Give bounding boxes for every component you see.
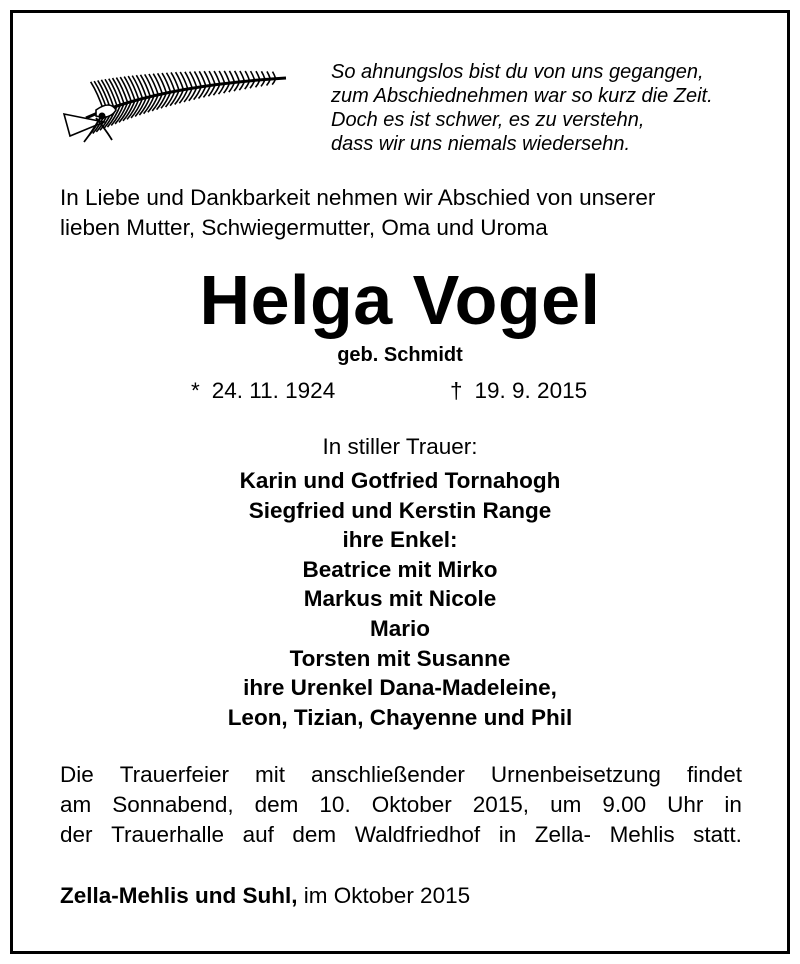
- death-date-line: [450, 377, 587, 405]
- poem: [331, 60, 713, 156]
- mourner-line: Karin und Gotfried Tornahogh: [239, 468, 561, 493]
- ceremony-line: am Sonnabend, dem 10. Oktober 2015, um 9.00 Uhr in: [60, 792, 742, 817]
- poem-line: Doch es ist schwer, es zu verstehn,: [331, 109, 645, 131]
- mourner-line: ihre Urenkel Dana-Madeleine,: [243, 675, 557, 701]
- poem-line: dass wir uns niemals wiedersehn.: [331, 133, 631, 155]
- poem-line: zum Abschiednehmen war so kurz die Zeit.: [331, 85, 713, 107]
- birth-symbol: *: [191, 378, 200, 403]
- closing-place: Zella-Mehlis und Suhl,: [60, 883, 298, 908]
- mourner-line: Mario: [369, 615, 430, 641]
- mourner-line: Siegfried und Kerstin Range: [248, 497, 552, 523]
- mourner-line: Torsten mit Susanne: [289, 645, 511, 671]
- mourner-line: Markus mit Nicole: [303, 586, 497, 612]
- maiden-name: geb. Schmidt: [337, 344, 463, 366]
- deceased-name: Helga Vogel: [199, 261, 601, 339]
- death-cross-symbol: †: [450, 378, 463, 403]
- ceremony-line: Die Trauerfeier mit anschließender Urnenbeisetzung findet: [60, 762, 742, 787]
- palm-branch-with-ribbon-icon: [56, 56, 292, 148]
- closing-date: im Oktober 2015: [303, 883, 471, 908]
- intro-text: [60, 183, 655, 243]
- mourning-heading: In stiller Trauer:: [322, 434, 478, 459]
- ceremony-details: [60, 760, 742, 850]
- poem-line: So ahnungslos bist du von uns gegangen,: [331, 61, 704, 83]
- ceremony-line: der Trauerhalle auf dem Waldfriedhof in Zella- Mehlis statt.: [60, 822, 742, 847]
- birth-date-line: [191, 377, 335, 405]
- intro-line: In Liebe und Dankbarkeit nehmen wir Abschied von unserer: [60, 185, 656, 210]
- mourner-line: Beatrice mit Mirko: [302, 556, 498, 582]
- death-date: 19. 9. 2015: [474, 378, 588, 403]
- mourners-list: [0, 466, 800, 732]
- intro-line: lieben Mutter, Schwiegermutter, Oma und Uroma: [60, 215, 548, 240]
- mourner-line: ihre Enkel:: [342, 527, 458, 553]
- closing-line: [60, 882, 470, 910]
- mourner-line: Leon, Tizian, Chayenne und Phil: [227, 704, 573, 730]
- birth-date: 24. 11. 1924: [211, 378, 336, 403]
